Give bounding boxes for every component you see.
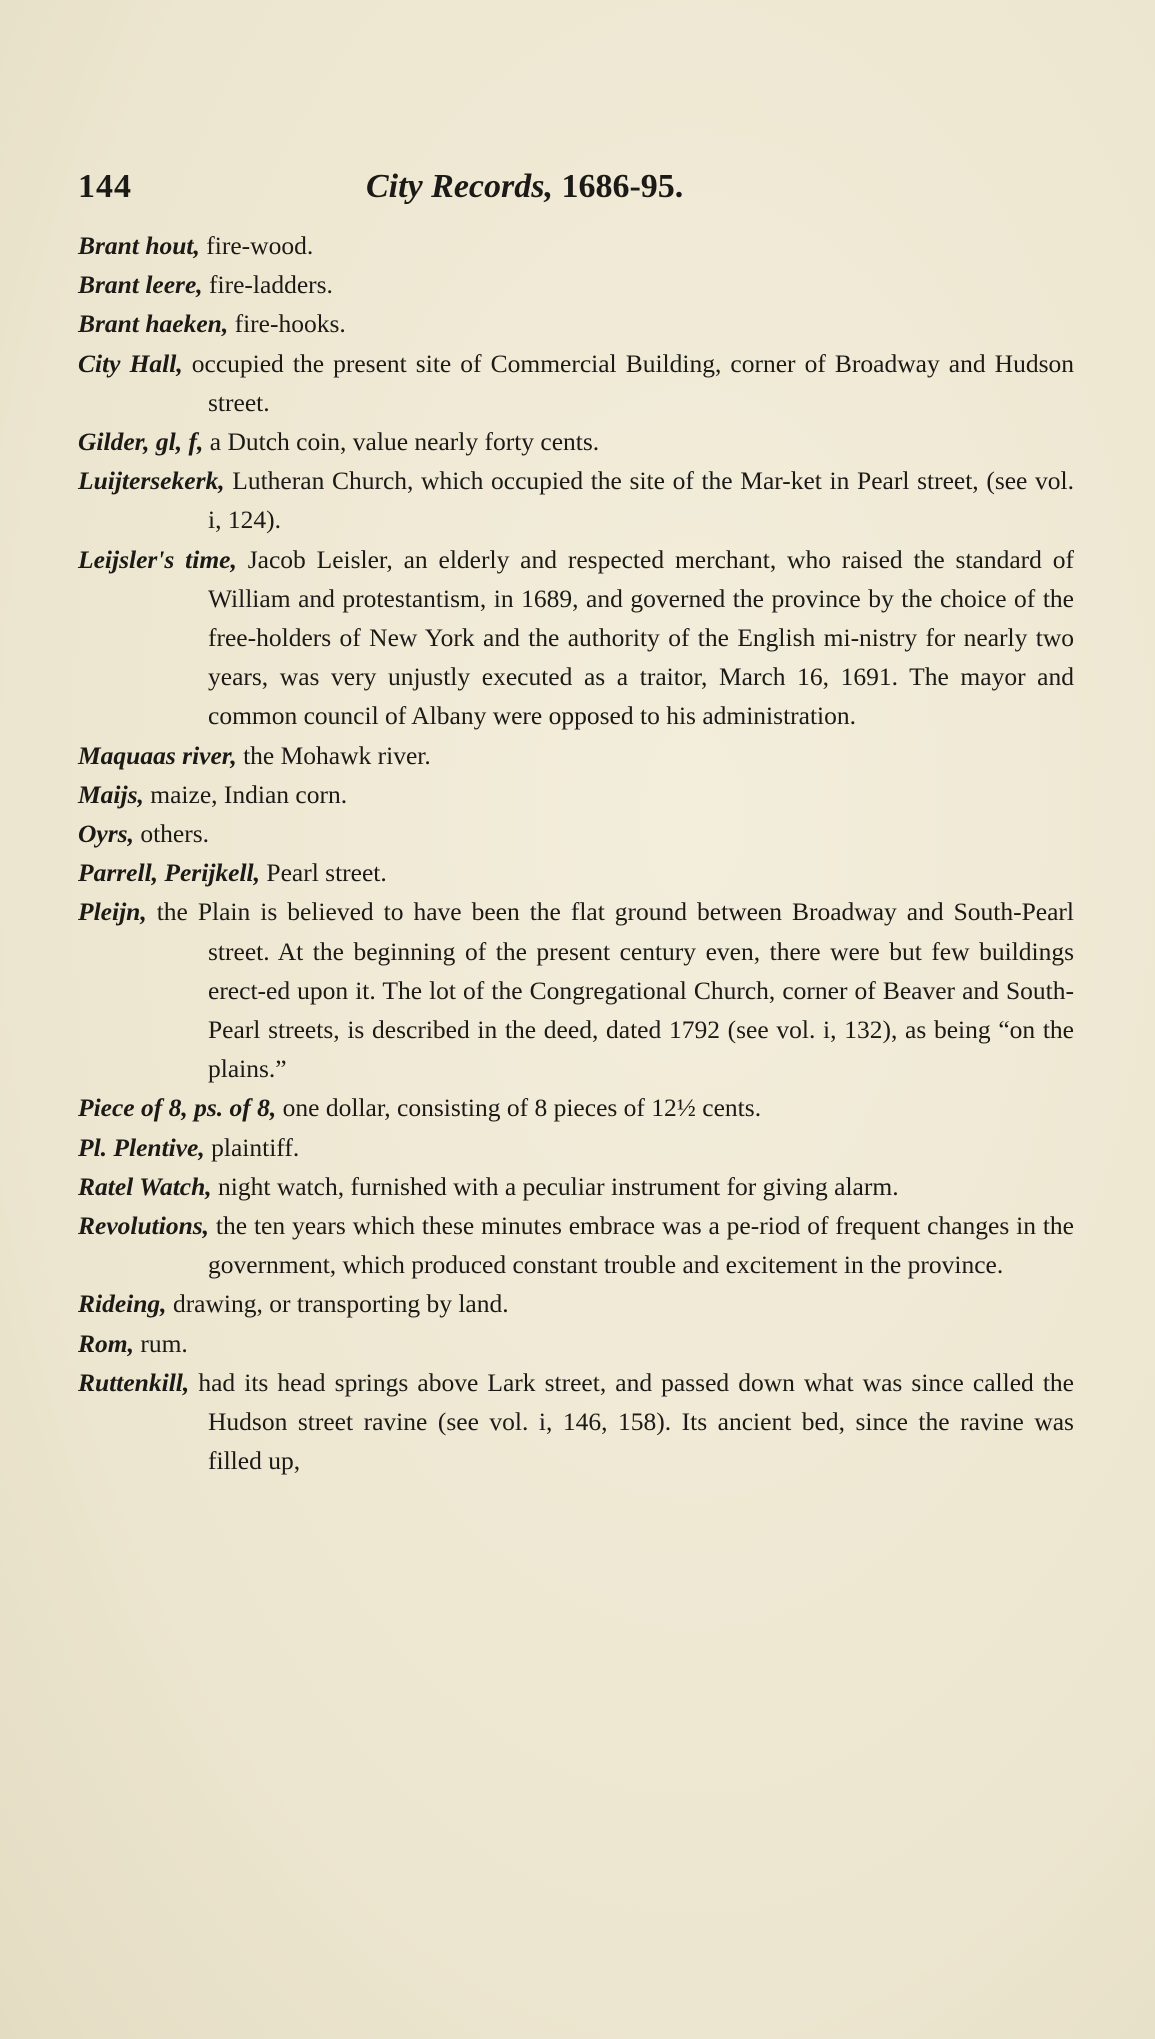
glossary-entry (78, 344, 1074, 422)
entry-text: Jacob Leisler, an elderly and respected merchant, who raised the standard of William and protestantism, in 1689, and governed the province by the choice of the free-holders of New York and the authority of the English mi-nistry for nearly two years, was very unjustly executed as a traitor, March 16, 1691. The mayor and common council of Albany were opposed to his administration. (208, 544, 1074, 731)
entry-term: Maquaas river, (78, 740, 237, 770)
entry-term: Revolutions, (78, 1211, 210, 1241)
entry-text: others. (133, 819, 210, 849)
glossary-entry (78, 1167, 1074, 1206)
entry-text: fire-hooks. (228, 309, 346, 339)
glossary-entry (78, 461, 1074, 539)
entry-term: Maijs, (78, 779, 144, 809)
glossary-entry (78, 1128, 1074, 1167)
running-head (366, 168, 683, 206)
entry-term: Pl. Plentive, (78, 1132, 205, 1162)
running-head-title: City Records, (366, 168, 553, 205)
glossary-entries (78, 226, 1074, 1481)
entry-text: had its head springs above Lark street, and passed down what was since called the Hudson street ravine (see vol. i, 146, 158). Its ancient bed, since the ravine was filled up, (189, 1367, 1074, 1476)
page-header (78, 168, 1078, 214)
glossary-entry (78, 1284, 1074, 1323)
entry-term: Gilder, gl, f, (78, 427, 204, 457)
entry-text: fire-ladders. (202, 270, 333, 300)
entry-term: Ratel Watch, (78, 1171, 212, 1201)
entry-term: Rom, (78, 1328, 134, 1358)
glossary-entry (78, 853, 1074, 892)
page-number: 144 (78, 168, 132, 205)
entry-term: Oyrs, (78, 819, 134, 849)
entry-text: Lutheran Church, which occupied the site of the Mar-ket in Pearl street, (see vol. i, 124). (208, 466, 1074, 535)
entry-text: plaintiff. (204, 1132, 300, 1162)
entry-term: Brant leere, (78, 270, 203, 300)
entry-term: City Hall, (78, 348, 183, 378)
entry-text: maize, Indian corn. (143, 779, 348, 809)
glossary-entry (78, 540, 1074, 736)
entry-term: Ruttenkill, (78, 1367, 190, 1397)
entry-term: Pleijn, (78, 897, 147, 927)
entry-text: occupied the present site of Commercial Building, corner of Broadway and Hudson street. (182, 348, 1075, 417)
entry-text: drawing, or transporting by land. (166, 1289, 509, 1319)
entry-term: Brant hout, (78, 231, 200, 260)
glossary-entry (78, 1088, 1074, 1127)
entry-text: fire-wood. (199, 231, 314, 260)
entry-text: Pearl street. (260, 858, 387, 888)
glossary-entry (78, 1206, 1074, 1284)
glossary-entry (78, 226, 1074, 265)
glossary-entry (78, 736, 1074, 775)
glossary-entry (78, 1324, 1074, 1363)
glossary-entry (78, 892, 1074, 1088)
glossary-entry (78, 1363, 1074, 1481)
entry-text: the Plain is believed to have been the flat ground between Broadway and South-Pearl street. At the beginning of the present century even, there were but few buildings erect-ed upon it. The lot of the Congregational Church, corner of Beaver and South-Pearl streets, is described in the deed, dated 1792 (see vol. i, 132), as being “on the plains.” (146, 897, 1074, 1084)
glossary-entry (78, 814, 1074, 853)
glossary-entry (78, 775, 1074, 814)
entry-text: rum. (133, 1328, 188, 1358)
entry-term: Rideing, (78, 1289, 167, 1319)
glossary-entry (78, 265, 1074, 304)
running-head-years: 1686-95. (552, 168, 684, 205)
entry-term: Piece of 8, ps. of 8, (78, 1093, 277, 1123)
entry-text: the ten years which these minutes embrace was a pe-riod of frequent changes in the government, which produced constant trouble and excitement in the province. (208, 1211, 1074, 1280)
entry-term: Luijtersekerk, (78, 466, 225, 496)
entry-term: Brant haeken, (78, 309, 229, 339)
entry-text: night watch, furnished with a peculiar instrument for giving alarm. (211, 1171, 899, 1201)
entry-term: Leijsler's time, (78, 544, 237, 574)
glossary-entry (78, 304, 1074, 343)
entry-text: one dollar, consisting of 8 pieces of 12½ cents. (276, 1093, 762, 1123)
entry-term: Parrell, Perijkell, (78, 858, 261, 888)
glossary-entry (78, 422, 1074, 461)
entry-text: the Mohawk river. (236, 740, 431, 770)
entry-text: a Dutch coin, value nearly forty cents. (203, 427, 600, 457)
